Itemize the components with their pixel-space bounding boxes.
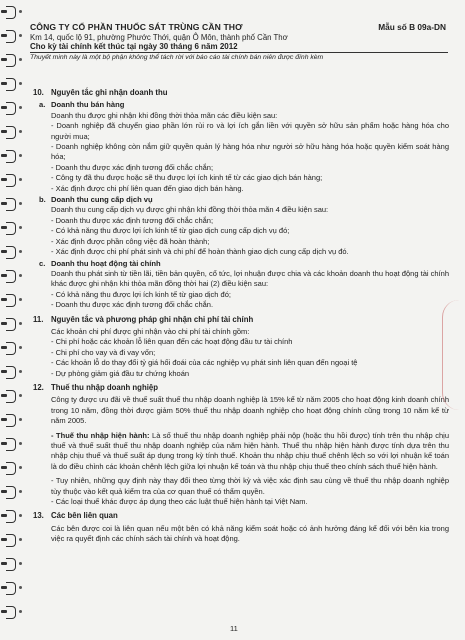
section-12-heading <box>33 383 449 393</box>
seal-stamp-edge <box>442 300 459 410</box>
subsection-title: Doanh thu hoạt động tài chính <box>51 258 161 268</box>
paragraph: Doanh thu được ghi nhận khi đồng thời thỏa mãn các điều kiện sau: <box>51 110 278 120</box>
page-content <box>33 84 449 545</box>
section-10-heading <box>33 88 449 98</box>
list-item: - Các khoản lỗ do thay đổi tỷ giá hối đoái của các nghiệp vụ phát sinh liên quan đến ngoại tệ <box>51 358 358 368</box>
page-number: 11 <box>230 624 238 633</box>
subsection-10a-heading <box>33 100 449 110</box>
subsection-number: c. <box>39 258 46 268</box>
paragraph: Công ty được ưu đãi về thuế suất thuế thu nhập doanh nghiệp là 15% kể từ năm 2005 cho hoạt động kinh doanh chính trong 10 năm, đồng thời được giảm 50% thuế thu nhập doanh nghiệp cho hoạt động chính cũng trong 10 năm kể từ năm 2005. <box>51 395 449 426</box>
section-title: Nguyên tắc và phương pháp ghi nhận chi phí tài chính <box>51 314 254 324</box>
list-item: - Doanh thu được xác định tương đối chắc chắn; <box>51 215 214 225</box>
subsection-10c-heading <box>33 259 449 269</box>
subsection-number: b. <box>39 195 46 205</box>
subsection-10b-heading <box>33 195 449 205</box>
report-period: Cho kỳ tài chính kết thúc tại ngày 30 tháng 6 năm 2012 <box>30 42 238 51</box>
document-page <box>30 0 455 640</box>
subsection-number: a. <box>39 100 46 110</box>
section-11-heading <box>33 315 449 325</box>
paragraph: Doanh thu phát sinh từ tiền lãi, tiền bản quyền, cổ tức, lợi nhuận được chia và các khoản doanh thu hoạt động tài chính khác được ghi nhận khi thỏa mãn đồng thời hai (2) điều kiện sau: <box>51 268 449 289</box>
list-item: - Xác định được chi phí liên quan đến giao dịch bán hàng. <box>51 183 244 193</box>
list-item: - Dự phòng giảm giá đầu tư chứng khoán <box>51 368 190 378</box>
section-title: Nguyên tắc ghi nhận doanh thu <box>51 88 168 97</box>
list-item: - Doanh thu được xác định tương đối chắc chắn. <box>51 300 214 310</box>
list-item: - Chi phí cho vay và đi vay vốn; <box>51 347 156 357</box>
company-name: CÔNG TY CỔ PHẦN THUỐC SÁT TRÙNG CẦN THƠ <box>30 22 243 32</box>
list-item: - Doanh nghiệp không còn nắm giữ quyền quản lý hàng hóa như người sở hữu hàng hóa hoặc quyền kiểm soát hàng hóa; <box>51 142 449 162</box>
paragraph: - Các loại thuế khác được áp dụng theo các luật thuế hiện hành tại Việt Nam. <box>51 497 308 507</box>
paragraph-current-tax <box>33 431 449 473</box>
section-number: 13. <box>33 511 44 521</box>
subsection-title: Doanh thu cung cấp dịch vụ <box>51 195 153 205</box>
paragraph-text: Là số thuế thu nhập doanh nghiệp phải nộp (hoặc thu hồi được) tính trên thu nhập chịu thuế và thuế suất thuế thu nhập doanh nghiệp của năm hiện hành. Thuế thu nhập hiện hành được tính dựa trên thu nhập chịu thuế và thuế suất áp dụng trong kỳ tính thuế. Khoản thu nhập chịu thuế chênh lệch so với lợi nhuận kế toán là do điều chỉnh các khoản chênh lệch giữa lợi nhuận kế toán và thu nhập chịu thuế theo chính sách thuế hiện hành. <box>51 430 450 471</box>
list-item: - Doanh thu được xác định tương đối chắc chắn; <box>51 162 214 172</box>
list-item: - Có khả năng thu được lợi ích kinh tế từ giao dịch cung cấp dịch vụ đó; <box>51 226 290 236</box>
section-number: 10. <box>33 88 44 97</box>
section-13-heading <box>33 511 449 521</box>
paragraph: - Tuy nhiên, những quy định này thay đổi theo từng thời kỳ và việc xác định sau cùng về thuế thu nhập doanh nghiệp tùy thuộc vào kết quả kiểm tra của cơ quan thuế có thẩm quyền. <box>51 476 449 496</box>
bold-lead: - Thuế thu nhập hiện hành: <box>51 430 150 440</box>
list-item: - Có khả năng thu được lợi ích kinh tế từ giao dịch đó; <box>51 289 231 299</box>
list-item: - Chi phí hoặc các khoản lỗ liên quan đến các hoạt động đầu tư tài chính <box>51 337 293 347</box>
list-item: - Doanh nghiệp đã chuyển giao phần lớn rủi ro và lợi ích gắn liền với quyền sở hữu sản phẩm hoặc hàng hóa cho người mua; <box>51 121 449 141</box>
header-divider <box>30 52 448 53</box>
section-title: Thuế thu nhập doanh nghiệp <box>51 382 158 392</box>
list-item: - Công ty đã thu được hoặc sẽ thu được lợi ích kinh tế từ các giao dịch bán hàng; <box>51 173 323 183</box>
page-header <box>30 22 448 61</box>
list-item: - Xác định được phần công việc đã hoàn thành; <box>51 236 210 246</box>
subsection-title: Doanh thu bán hàng <box>51 100 125 110</box>
company-address: Km 14, quốc lộ 91, phường Phước Thới, quận Ô Môn, thành phố Cần Thơ <box>30 33 288 42</box>
paragraph: Các khoản chi phí được ghi nhận vào chi phí tài chính gồm: <box>51 326 250 336</box>
list-item: - Xác định được chi phí phát sinh và chi phí để hoàn thành giao dịch cung cấp dịch vụ đó. <box>51 247 349 257</box>
section-number: 12. <box>33 382 44 392</box>
form-number: Mẫu số B 09a-DN <box>378 22 446 32</box>
paragraph: Các bên được coi là liên quan nếu một bên có khả năng kiểm soát hoặc có ảnh hưởng đáng kể đối với bên kia trong việc ra quyết định các chính sách tài chính và hoạt động. <box>51 523 449 544</box>
header-note: Thuyết minh này là một bộ phận không thể tách rời với báo cáo tài chính bán niên được đính kèm <box>30 54 324 61</box>
section-number: 11. <box>33 314 44 324</box>
section-title: Các bên liên quan <box>51 511 118 521</box>
spiral-binding <box>0 0 26 640</box>
paragraph: Doanh thu cung cấp dịch vụ được ghi nhận khi đồng thời thỏa mãn 4 điều kiện sau: <box>51 205 329 215</box>
